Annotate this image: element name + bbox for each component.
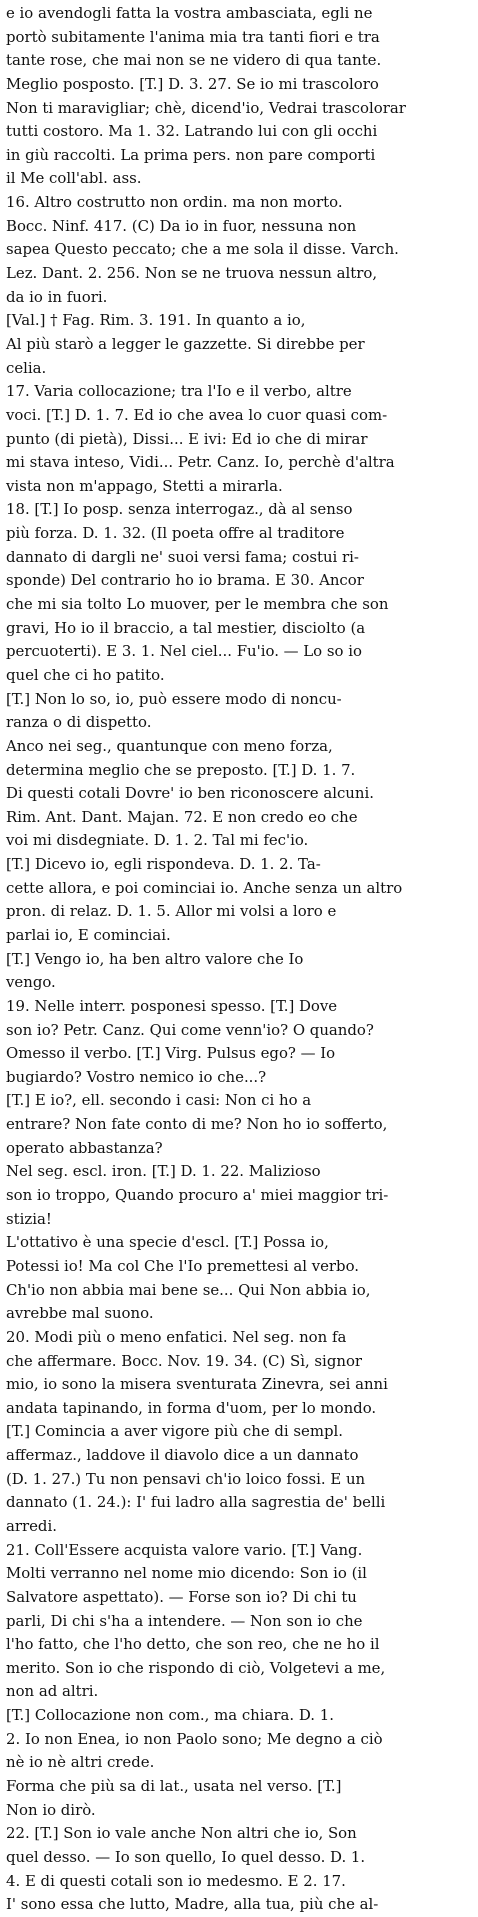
text-line: Non io dirò.	[6, 1800, 96, 1819]
text-line: I' sono essa che lutto, Madre, alla tua, più che al-	[6, 1895, 379, 1914]
text-line: [T.] Collocazione non com., ma chiara. D. 1.	[6, 1706, 334, 1725]
text-line: tante rose, che mai non se ne videro di qua tante.	[6, 51, 382, 70]
text-line: mio, io sono la misera sventurata Zinevra, sei anni	[6, 1375, 388, 1394]
text-line: andata tapinando, in forma d'uom, per lo mondo.	[6, 1398, 377, 1417]
text-line: Lez. Dant. 2. 256. Non se ne truova nessun altro,	[6, 264, 378, 283]
text-line: parlai io, E cominciai.	[6, 925, 171, 944]
text-line: Rim. Ant. Dant. Majan. 72. E non credo eo che	[6, 807, 358, 826]
text-line: merito. Son io che rispondo di ciò, Volgetevi a me,	[6, 1658, 386, 1677]
text-line: Potessi io! Ma col Che l'Io premettesi al verbo.	[6, 1256, 360, 1275]
text-line: dannato di dargli ne' suoi versi fama; costui ri-	[6, 547, 359, 566]
text-line: da io in fuori.	[6, 287, 108, 306]
text-line: 17. Varia collocazione; tra l'Io e il verbo, altre	[6, 382, 352, 401]
text-line: punto (di pietà), Dissi... E ivi: Ed io che di mirar	[6, 429, 368, 448]
text-line: Forma che più sa di lat., usata nel verso. [T.]	[6, 1777, 342, 1796]
dictionary-page	[6, 2, 472, 1914]
text-line: celia.	[6, 358, 47, 377]
entry-text	[6, 2, 472, 1917]
text-line: [T.] Vengo io, ha ben altro valore che Io	[6, 949, 304, 968]
text-line: [T.] E io?, ell. secondo i casi: Non ci ho a	[6, 1091, 312, 1110]
text-line: arredi.	[6, 1517, 57, 1535]
text-line: determina meglio che se preposto. [T.] D. 1. 7.	[6, 760, 356, 779]
text-line: Molti verranno nel nome mio dicendo: Son io (il	[6, 1564, 367, 1583]
text-line: Meglio posposto. [T.] D. 3. 27. Se io mi trascoloro	[6, 74, 379, 93]
text-line: che affermare. Bocc. Nov. 19. 34. (C) Sì, signor	[6, 1351, 363, 1370]
text-line: 19. Nelle interr. posponesi spesso. [T.] Dove	[6, 996, 338, 1015]
text-line: 18. [T.] Io posp. senza interrogaz., dà al senso	[6, 500, 353, 519]
text-line: che mi sia tolto Lo muover, per le membra che son	[6, 595, 389, 614]
text-line: voci. [T.] D. 1. 7. Ed io che avea lo cuor quasi com-	[6, 405, 388, 424]
text-line: 20. Modi più o meno enfatici. Nel seg. non fa	[6, 1327, 347, 1346]
text-line: L'ottativo è una specie d'escl. [T.] Possa io,	[6, 1233, 329, 1252]
text-line: Bocc. Ninf. 417. (C) Da io in fuor, nessuna non	[6, 216, 357, 235]
text-line: sponde) Del contrario ho io brama. E 30. Ancor	[6, 571, 364, 590]
text-line: [T.] Dicevo io, egli rispondeva. D. 1. 2. Ta-	[6, 855, 321, 874]
text-line: non ad altri.	[6, 1682, 99, 1701]
text-line: vengo.	[6, 973, 56, 992]
text-line: dannato (1. 24.): I' fui ladro alla sagrestia de' belli	[6, 1493, 386, 1512]
text-line: 4. E di questi cotali son io medesmo. E 2. 17.	[6, 1871, 346, 1890]
text-line: il Me coll'abl. ass.	[6, 169, 142, 188]
text-line: 21. Coll'Essere acquista valore vario. [T.] Vang.	[6, 1540, 363, 1559]
text-line: nè io nè altri crede.	[6, 1753, 155, 1772]
text-line: vista non m'appago, Stetti a mirarla.	[6, 476, 283, 495]
text-line: portò subitamente l'anima mia tra tanti fiori e tra	[6, 27, 380, 46]
text-line: parli, Di chi s'ha a intendere. — Non son io che	[6, 1611, 363, 1630]
text-line: quel desso. — Io son quello, Io quel desso. D. 1.	[6, 1847, 366, 1866]
text-line: in giù raccolti. La prima pers. non pare comporti	[6, 145, 376, 164]
text-line: bugiardo? Vostro nemico io che...?	[6, 1067, 267, 1086]
text-line: sapea Questo peccato; che a me sola il disse. Varch.	[6, 240, 399, 259]
text-line: [T.] Non lo so, io, può essere modo di noncu-	[6, 689, 342, 708]
text-line: Non ti maravigliar; chè, dicend'io, Vedrai trascolorar	[6, 98, 406, 117]
text-line: Salvatore aspettato). — Forse son io? Di chi tu	[6, 1587, 357, 1606]
text-line: Nel seg. escl. iron. [T.] D. 1. 22. Malizioso	[6, 1162, 321, 1181]
text-line: e io avendogli fatta la vostra ambasciata, egli ne	[6, 4, 373, 22]
text-line: Di questi cotali Dovre' io ben riconoscere alcuni.	[6, 784, 374, 803]
text-line: Omesso il verbo. [T.] Virg. Pulsus ego? — Io	[6, 1044, 336, 1063]
text-line: ranza o di dispetto.	[6, 713, 152, 732]
text-line: entrare? Non fate conto di me? Non ho io sofferto,	[6, 1115, 388, 1134]
text-line: voi mi disdegniate. D. 1. 2. Tal mi fec'io.	[6, 831, 309, 850]
text-line: operato abbastanza?	[6, 1138, 163, 1157]
text-line: mi stava inteso, Vidi... Petr. Canz. Io, perchè d'altra	[6, 453, 395, 472]
text-line: affermaz., laddove il diavolo dice a un dannato	[6, 1446, 359, 1465]
text-line: avrebbe mal suono.	[6, 1304, 154, 1323]
text-line: 22. [T.] Son io vale anche Non altri che io, Son	[6, 1824, 357, 1843]
text-line: (D. 1. 27.) Tu non pensavi ch'io loico fossi. E un	[6, 1469, 366, 1488]
text-line: 16. Altro costrutto non ordin. ma non morto.	[6, 193, 343, 212]
text-line: gravi, Ho io il braccio, a tal mestier, disciolto (a	[6, 618, 366, 637]
text-line: quel che ci ho patito.	[6, 665, 165, 684]
text-line: percuoterti). E 3. 1. Nel ciel... Fu'io. — Lo so io	[6, 642, 362, 661]
text-line: [T.] Comincia a aver vigore più che di sempl.	[6, 1422, 343, 1441]
text-line: l'ho fatto, che l'ho detto, che son reo, che ne ho il	[6, 1635, 380, 1654]
text-line: 2. Io non Enea, io non Paolo sono; Me degno a ciò	[6, 1729, 383, 1748]
text-line: cette allora, e poi cominciai io. Anche senza un altro	[6, 878, 403, 897]
text-line: Anco nei seg., quantunque con meno forza,	[6, 736, 333, 755]
text-line: pron. di relaz. D. 1. 5. Allor mi volsi a loro e	[6, 902, 337, 921]
text-line: stizia!	[6, 1209, 52, 1228]
text-line: son io troppo, Quando procuro a' miei maggior tri-	[6, 1186, 389, 1205]
text-line: Ch'io non abbia mai bene se... Qui Non abbia io,	[6, 1280, 371, 1299]
text-line: son io? Petr. Canz. Qui come venn'io? O quando?	[6, 1020, 374, 1039]
text-line: [Val.] † Fag. Rim. 3. 191. In quanto a io,	[6, 311, 306, 330]
text-line: Al più starò a legger le gazzette. Si direbbe per	[6, 334, 365, 353]
text-line: più forza. D. 1. 32. (Il poeta offre al traditore	[6, 524, 345, 543]
text-line: tutti costoro. Ma 1. 32. Latrando lui con gli occhi	[6, 122, 378, 141]
